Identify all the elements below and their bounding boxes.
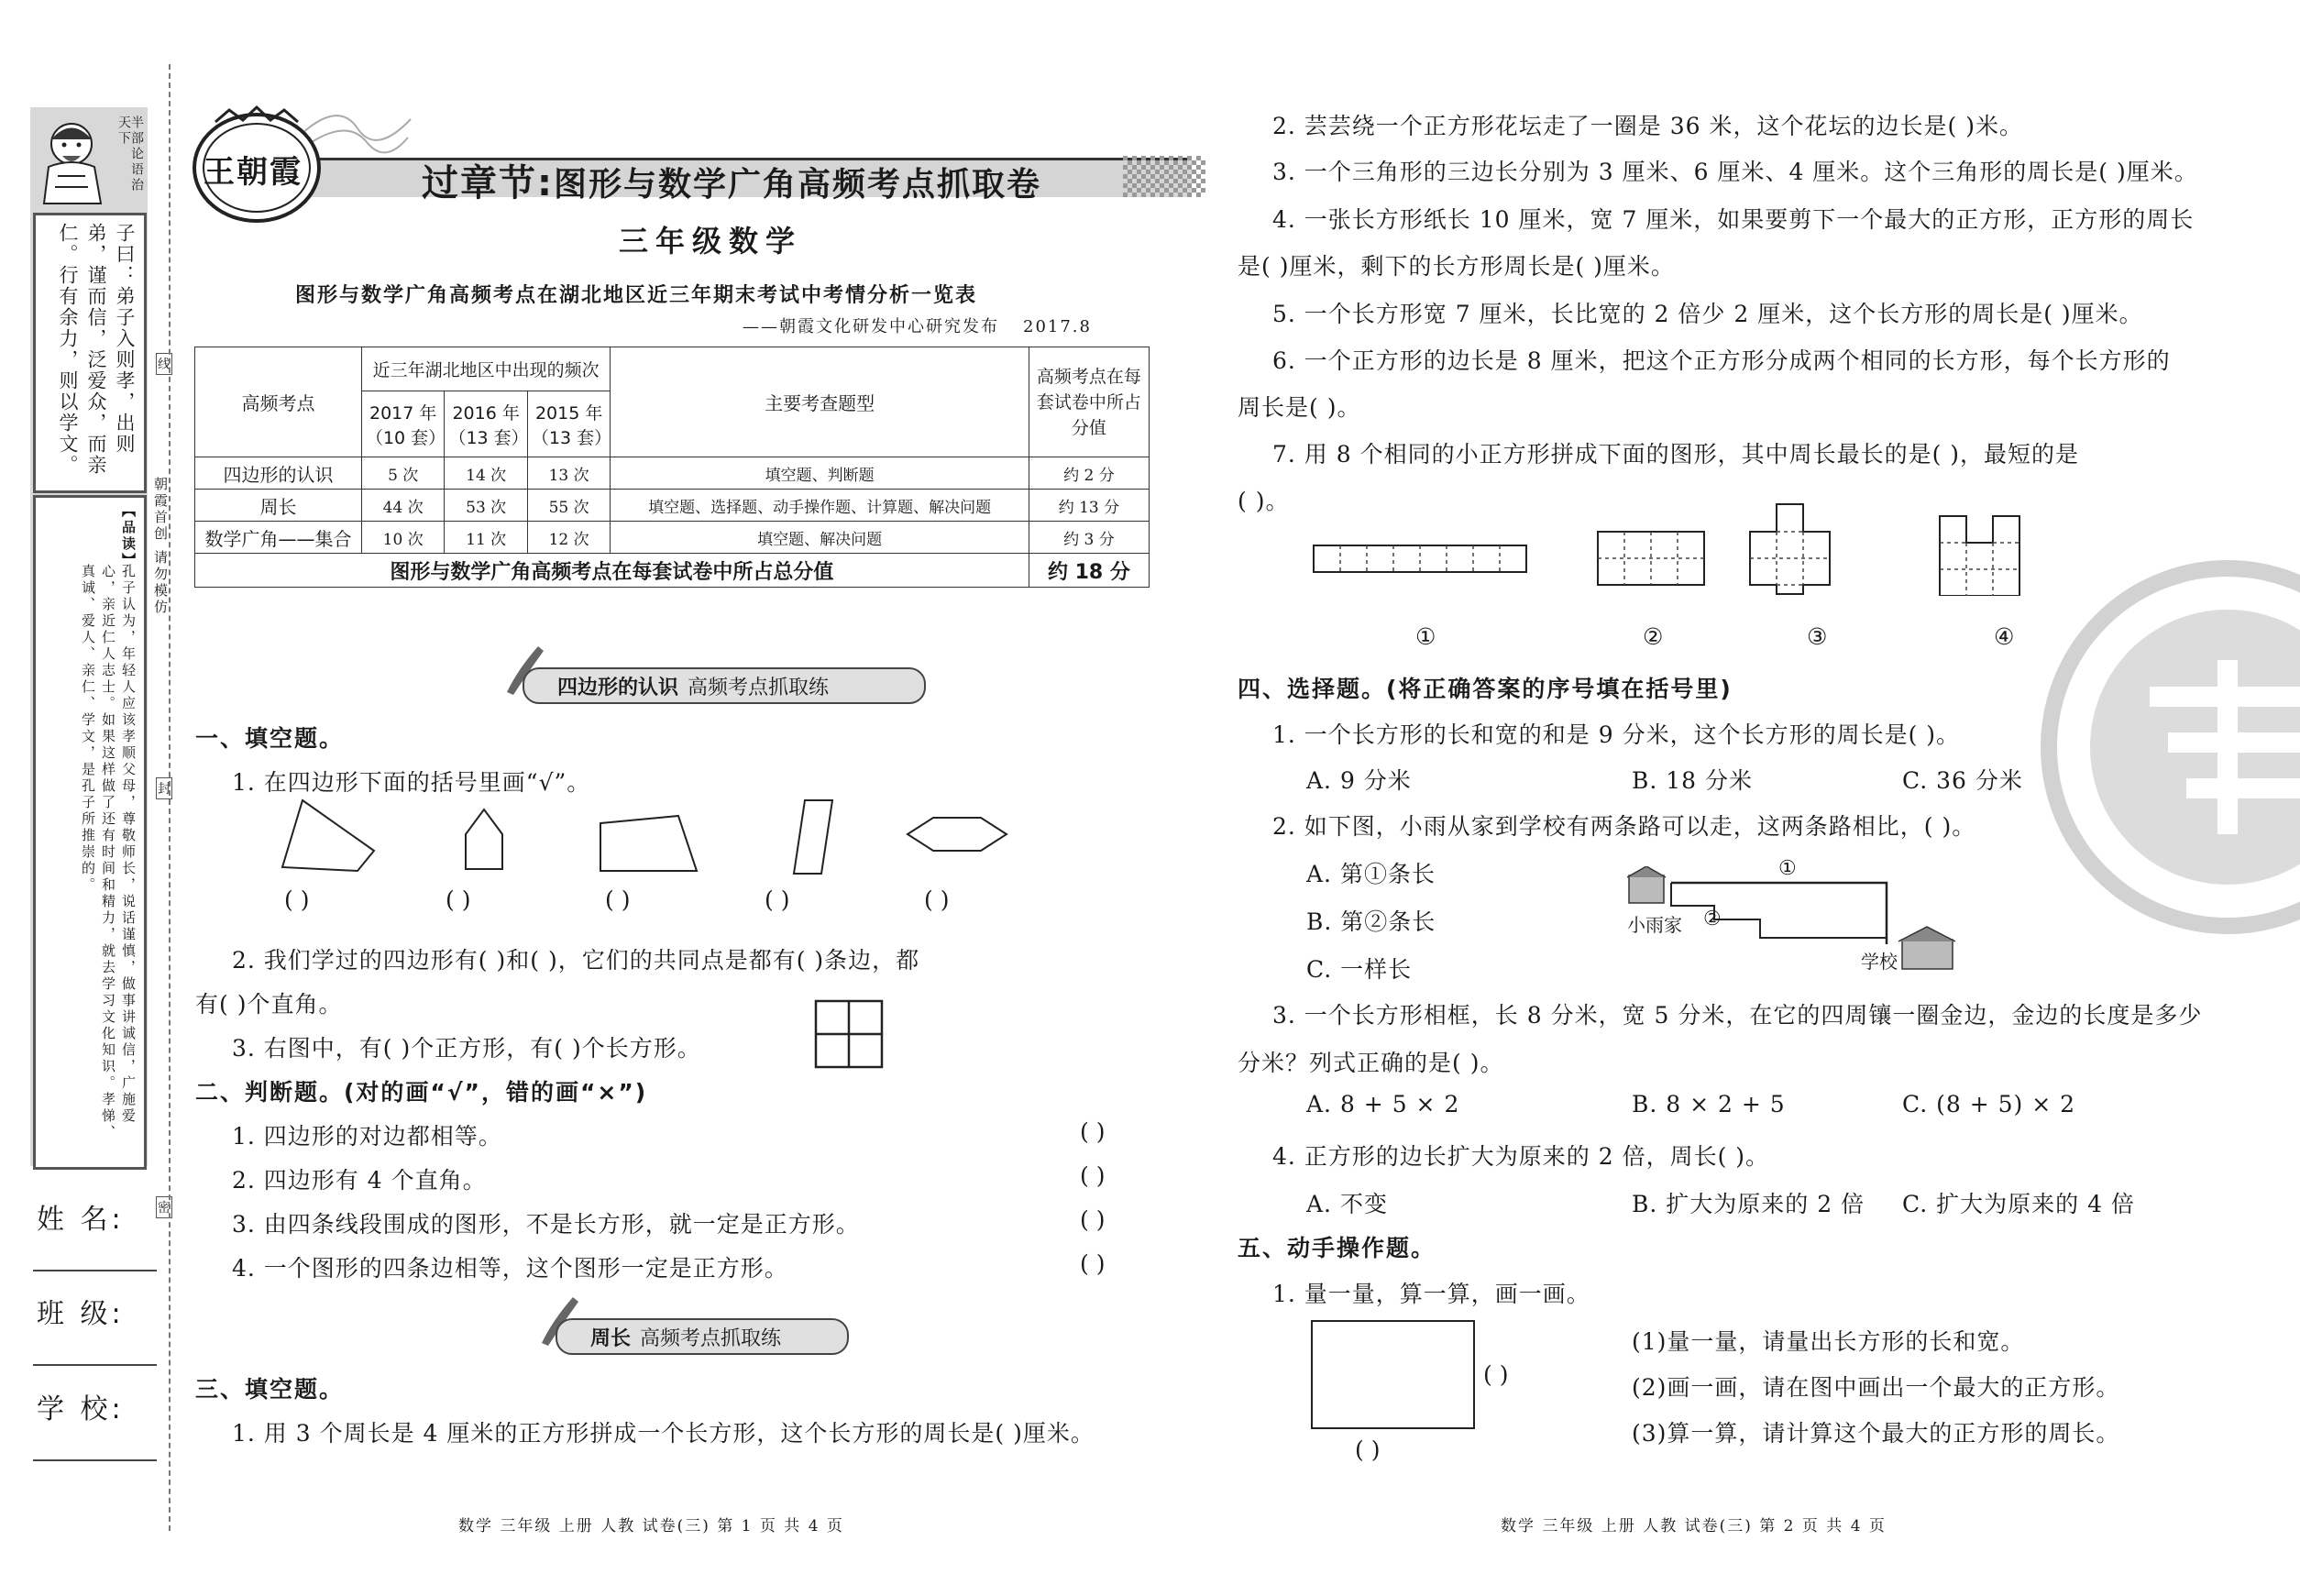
- judge-blank[interactable]: ( ): [1080, 1206, 1106, 1233]
- seal-secret-mark: 密: [156, 1196, 172, 1218]
- figure-label: ①: [1415, 623, 1437, 650]
- question-text: 3. 右图中，有( )个正方形，有( )个长方形。: [232, 1035, 701, 1062]
- task-item: (3)算一算，请计算这个最大的正方形的周长。: [1632, 1420, 2120, 1447]
- table-title: 图形与数学广角高频考点在湖北地区近三年期末考试中考情分析一览表: [295, 284, 978, 307]
- question-text: 2. 如下图，小雨从家到学校有两条路可以走，这两条路相比，( )。: [1272, 813, 1976, 840]
- choice-option: A. 8 + 5 × 2: [1306, 1091, 1460, 1117]
- seal-line-mark: 线: [156, 353, 172, 375]
- school-label: 学 校:: [37, 1393, 125, 1425]
- section-heading: 一、填空题。: [195, 725, 345, 752]
- judge-blank[interactable]: ( ): [1080, 1118, 1106, 1145]
- th-2015: 2015 年（13 套）: [527, 391, 610, 457]
- confucius-quote-box: [33, 213, 147, 493]
- route-label-1: ①: [1778, 857, 1797, 880]
- eight-square-figures: [1309, 500, 2061, 596]
- length-blank[interactable]: ( ): [1355, 1436, 1381, 1463]
- choice-option: B. 8 × 2 + 5: [1632, 1091, 1786, 1117]
- section-pill-perimeter: 周长 高频考点抓取练: [556, 1318, 849, 1355]
- question-text: 分米？列式正确的是( )。: [1238, 1050, 1504, 1076]
- section-heading: 四、选择题。(将正确答案的序号填在括号里): [1238, 676, 1733, 702]
- width-blank[interactable]: ( ): [1483, 1361, 1509, 1388]
- confucius-quote: 子曰：弟子入则孝，出则弟，谨而信，泛爱众，而亲仁。行有余力，则以学文。: [57, 223, 136, 476]
- table-source: ——朝霞文化研发中心研究发布 2017.8: [743, 317, 1092, 336]
- answer-blank[interactable]: ( ): [924, 886, 950, 913]
- answer-blank[interactable]: ( ): [765, 886, 790, 913]
- th-freq: 近三年湖北地区中出现的频次: [361, 347, 610, 391]
- page-footer-left: 数学 三年级 上册 人教 试卷(三) 第 1 页 共 4 页: [458, 1517, 844, 1535]
- school-label: 学校: [1861, 951, 1898, 973]
- logo-text: 王朝霞: [204, 154, 303, 191]
- school-field[interactable]: [33, 1459, 157, 1461]
- section-heading: 五、动手操作题。: [1238, 1235, 1436, 1261]
- table-total-row: 图形与数学广角高频考点在每套试卷中所占总分值 约 18 分: [195, 554, 1150, 588]
- section-pill-quadrilateral: 四边形的认识 高频考点抓取练: [523, 667, 926, 704]
- vertical-notice: 朝霞首创 请勿模仿: [152, 477, 169, 616]
- class-field[interactable]: [33, 1364, 157, 1366]
- banner-checker-decoration: [1123, 156, 1205, 197]
- question-text: 1. 一个长方形的长和宽的和是 9 分米，这个长方形的周长是( )。: [1272, 721, 1961, 748]
- task-item: (2)画一画，请在图中画出一个最大的正方形。: [1632, 1374, 2120, 1401]
- question-text: ( )。: [1238, 488, 1290, 514]
- figure-3: [1750, 504, 1830, 594]
- question-text: 4. 一张长方形纸长 10 厘米，宽 7 厘米，如果要剪下一个最大的正方形，正方形的周长: [1272, 206, 2195, 233]
- banner-title: 过章节:图形与数学广角高频考点抓取卷: [422, 162, 1042, 204]
- page-subtitle: 三年级数学: [619, 224, 803, 259]
- question-text: 是( )厘米，剩下的长方形周长是( )厘米。: [1238, 253, 1675, 280]
- question-text: 5. 一个长方形宽 7 厘米，长比宽的 2 倍少 2 厘米，这个长方形的周长是( )厘米。: [1272, 301, 2143, 327]
- figure-label: ②: [1643, 623, 1665, 650]
- choice-option: B. 扩大为原来的 2 倍: [1632, 1191, 1865, 1217]
- question-text: 4. 正方形的边长扩大为原来的 2 倍，周长( )。: [1272, 1143, 1770, 1170]
- figure-1: [1314, 545, 1526, 572]
- question-text: 1. 用 3 个周长是 4 厘米的正方形拼成一个长方形，这个长方形的周长是( )厘米。: [232, 1420, 1095, 1447]
- square-grid-figure: [814, 999, 884, 1069]
- name-field[interactable]: [33, 1270, 157, 1271]
- question-text: 周长是( )。: [1238, 394, 1361, 421]
- stats-table: [194, 347, 1150, 588]
- question-text: 1. 在四边形下面的括号里画“√”。: [232, 769, 591, 796]
- question-text: 1. 量一量，算一算，画一画。: [1272, 1281, 1590, 1307]
- reading-box: [33, 495, 147, 1170]
- motto-top: 半部论语治天下: [116, 116, 144, 193]
- choice-option: A. 9 分米: [1306, 767, 1412, 794]
- question-text: 2. 芸芸绕一个正方形花坛走了一圈是 36 米，这个花坛的边长是( )米。: [1272, 113, 2023, 139]
- figure-label: ④: [1994, 623, 2016, 650]
- choice-option: C. 扩大为原来的 4 倍: [1902, 1191, 2135, 1217]
- judge-item: 2. 四边形有 4 个直角。: [232, 1167, 487, 1194]
- judge-item: 3. 由四条线段围成的图形，不是长方形，就一定是正方形。: [232, 1211, 860, 1238]
- choice-option: A. 不变: [1306, 1191, 1388, 1217]
- figure-4: [1940, 516, 2019, 596]
- question-text: 3. 一个长方形相框，长 8 分米，宽 5 分米，在它的四周镶一圈金边，金边的长度是多少: [1272, 1002, 2203, 1029]
- class-label: 班 级:: [37, 1298, 125, 1330]
- task-item: (1)量一量，请量出长方形的长和宽。: [1632, 1328, 2025, 1355]
- th-type: 主要考查题型: [611, 347, 1029, 457]
- question-text: 有( )个直角。: [195, 991, 343, 1018]
- choice-option: B. 18 分米: [1632, 767, 1754, 794]
- name-label: 姓 名:: [37, 1204, 125, 1236]
- question-text: 3. 一个三角形的三边长分别为 3 厘米、6 厘米、4 厘米。这个三角形的周长是( )厘米。: [1272, 159, 2198, 185]
- reading-label: 【品读】: [120, 503, 137, 569]
- answer-blank[interactable]: ( ): [605, 886, 631, 913]
- table-row: 四边形的认识 5 次 14 次 13 次 填空题、判断题 约 2 分: [195, 457, 1150, 490]
- table-row: 数学广角——集合 10 次 11 次 12 次 填空题、解决问题 约 3 分: [195, 522, 1150, 554]
- answer-blank[interactable]: ( ): [284, 886, 310, 913]
- choice-option: B. 第②条长: [1306, 908, 1436, 935]
- th-topic: 高频考点: [195, 347, 362, 457]
- judge-blank[interactable]: ( ): [1080, 1162, 1106, 1189]
- choice-option: C. 一样长: [1306, 956, 1413, 983]
- confucius-cartoon-icon: [35, 112, 116, 208]
- table-row: 周长 44 次 53 次 55 次 填空题、选择题、动手操作题、计算题、解决问题 约 13 分: [195, 490, 1150, 522]
- reading-text: 孔子认为，年轻人应该孝顺父母，尊敬师长，说话谨慎，做事讲诚信，广施爱心，亲近仁人志士。如果这样做了还有时间和精力，就去学习文化知识。孝悌、真诚、爱人、亲仁、学文，是孔子所推崇的。: [80, 564, 137, 1141]
- seal-seal-mark: 封: [156, 777, 172, 799]
- title-main: 图形与数学广角高频考点抓取卷: [554, 166, 1042, 204]
- judge-blank[interactable]: ( ): [1080, 1250, 1106, 1277]
- th-score: 高频考点在每套试卷中所占分值: [1029, 347, 1149, 457]
- question-text: 6. 一个正方形的边长是 8 厘米，把这个正方形分成两个相同的长方形，每个长方形的: [1272, 347, 2171, 374]
- th-2017: 2017 年（10 套）: [361, 391, 444, 457]
- th-2016: 2016 年（13 套）: [445, 391, 527, 457]
- judge-item: 4. 一个图形的四条边相等，这个图形一定是正方形。: [232, 1255, 788, 1282]
- page-footer-right: 数学 三年级 上册 人教 试卷(三) 第 2 页 共 4 页: [1501, 1517, 1887, 1535]
- figure-label: ③: [1807, 623, 1829, 650]
- figure-2: [1598, 532, 1704, 585]
- choice-option: C. 36 分米: [1902, 767, 2023, 794]
- choice-option: C. (8 + 5) × 2: [1902, 1091, 2076, 1117]
- judge-item: 1. 四边形的对边都相等。: [232, 1123, 502, 1150]
- secret-watermark-icon: [2030, 559, 2300, 935]
- seal-dashed-line: [169, 64, 171, 1531]
- section-heading: 三、填空题。: [195, 1376, 345, 1403]
- choice-option: A. 第①条长: [1306, 861, 1436, 887]
- measure-rectangle: [1311, 1320, 1475, 1429]
- home-label: 小雨家: [1627, 914, 1682, 936]
- question-text: 7. 用 8 个相同的小正方形拼成下面的图形，其中周长最长的是( )，最短的是: [1272, 441, 2080, 468]
- route-label-2: ②: [1703, 908, 1722, 930]
- question-text: 2. 我们学过的四边形有( )和( )，它们的共同点是都有( )条边，都: [232, 947, 920, 974]
- quadrilateral-shapes: [275, 796, 1027, 883]
- answer-blank[interactable]: ( ): [446, 886, 471, 913]
- title-prefix: 过章节: [422, 162, 537, 204]
- section-heading: 二、判断题。(对的画“√”，错的画“×”): [195, 1079, 648, 1106]
